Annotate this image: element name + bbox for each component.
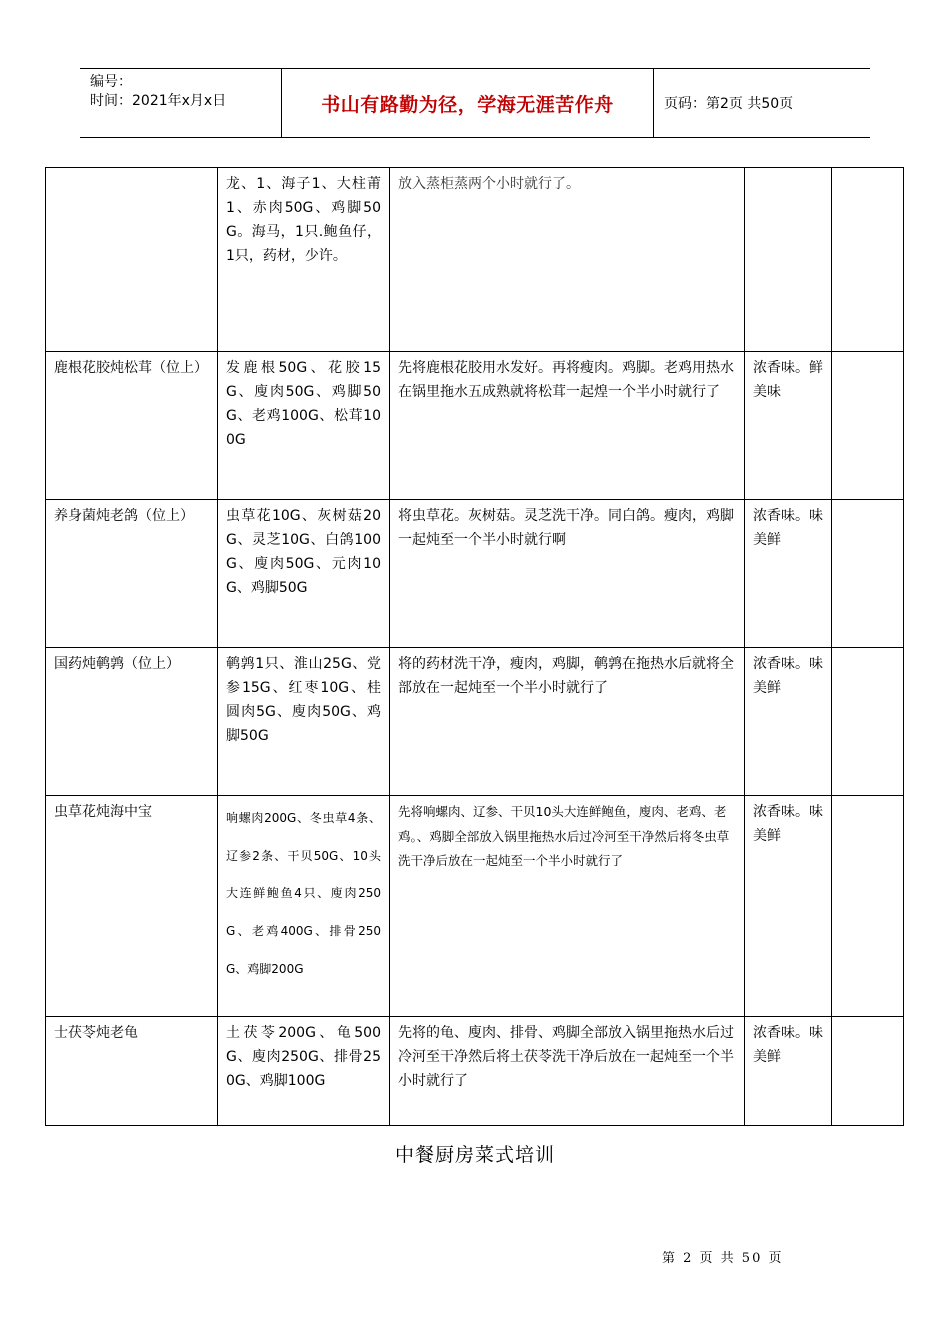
header-page-info: 页码：第2页 共50页 <box>664 96 794 112</box>
dish-ingredients: 鹌鹑1只、淮山25G、党参15G、红枣10G、桂圆肉5G、廋肉50G、鸡脚50G <box>218 648 390 796</box>
dish-name: 鹿根花胶炖松茸（位上） <box>46 352 218 500</box>
dish-method: 先将鹿根花胶用水发好。再将瘦肉。鸡脚。老鸡用热水在锅里拖水五成熟就将松茸一起煌一个半小时就行了 <box>390 352 745 500</box>
dish-ingredients: 响螺肉200G、冬虫草4条、辽参2条、干贝50G、10头大连鲜鲍鱼4只、廋肉250G、老鸡400G、排骨250G、鸡脚200G <box>218 796 390 1017</box>
header-meta <box>80 69 282 137</box>
dish-name: 士茯苓炖老龟 <box>46 1017 218 1126</box>
dish-name: 养身菌炖老鸽（位上） <box>46 500 218 648</box>
document-header <box>80 68 870 138</box>
dish-method: 放入蒸柜蒸两个小时就行了。 <box>390 168 745 352</box>
dish-note <box>832 168 904 352</box>
dish-ingredients: 虫草花10G、灰树菇20G、灵芝10G、白鸽100G、廋肉50G、元肉10G、鸡脚50G <box>218 500 390 648</box>
dish-method: 先将响螺肉、辽参、干贝10头大连鲜鲍鱼，廋肉、老鸡、老鸡。、鸡脚全部放入锅里拖热水后过冷河至干净然后将冬虫草洗干净后放在一起炖至一个半小时就行了 <box>390 796 745 1017</box>
dish-method: 将的药材洗干净，瘦肉，鸡脚，鹌鹑在拖热水后就将全部放在一起炖至一个半小时就行了 <box>390 648 745 796</box>
dish-flavor: 浓香味。鲜美味 <box>745 352 832 500</box>
table-row <box>46 796 904 1017</box>
dish-flavor: 浓香味。味美鲜 <box>745 500 832 648</box>
dish-name <box>46 168 218 352</box>
table-row <box>46 168 904 352</box>
dish-note <box>832 500 904 648</box>
dish-name: 国药炖鹌鹑（位上） <box>46 648 218 796</box>
table-row <box>46 500 904 648</box>
dish-flavor: 浓香味。味美鲜 <box>745 1017 832 1126</box>
time-label: 时间：2021年x月x日 <box>90 93 227 109</box>
dish-method: 将虫草花。灰树菇。灵芝洗干净。同白鸽。瘦肉，鸡脚一起炖至一个半小时就行啊 <box>390 500 745 648</box>
dish-ingredients: 土茯苓200G、龟500G、廋肉250G、排骨250G、鸡脚100G <box>218 1017 390 1126</box>
code-label: 编号： <box>90 74 132 90</box>
table-row <box>46 648 904 796</box>
table-row <box>46 1017 904 1126</box>
dish-ingredients: 发鹿根50G、花胶15G、廋肉50G、鸡脚50G、老鸡100G、松茸100G <box>218 352 390 500</box>
dish-note <box>832 796 904 1017</box>
dish-flavor <box>745 168 832 352</box>
dish-note <box>832 352 904 500</box>
header-motto: 书山有路勤为径，学海无涯苦作舟 <box>282 69 654 137</box>
dish-flavor: 浓香味。味美鲜 <box>745 648 832 796</box>
dish-ingredients: 龙、1、海子1、大柱莆1、赤肉50G、鸡脚50G。海马，1只.鲍鱼仔，1只，药材，少许。 <box>218 168 390 352</box>
dish-flavor: 浓香味。味美鲜 <box>745 796 832 1017</box>
table-row <box>46 352 904 500</box>
document-title: 中餐厨房菜式培训 <box>394 1144 555 1166</box>
dish-note <box>832 1017 904 1126</box>
page-number-footer: 第 2 页 共 50 页 <box>662 1251 784 1266</box>
dish-method: 先将的龟、廋肉、排骨、鸡脚全部放入锅里拖热水后过冷河至干净然后将土茯苓洗干净后放在一起炖至一个半小时就行了 <box>390 1017 745 1126</box>
dish-note <box>832 648 904 796</box>
recipe-table <box>45 167 904 1126</box>
dish-name: 虫草花炖海中宝 <box>46 796 218 1017</box>
